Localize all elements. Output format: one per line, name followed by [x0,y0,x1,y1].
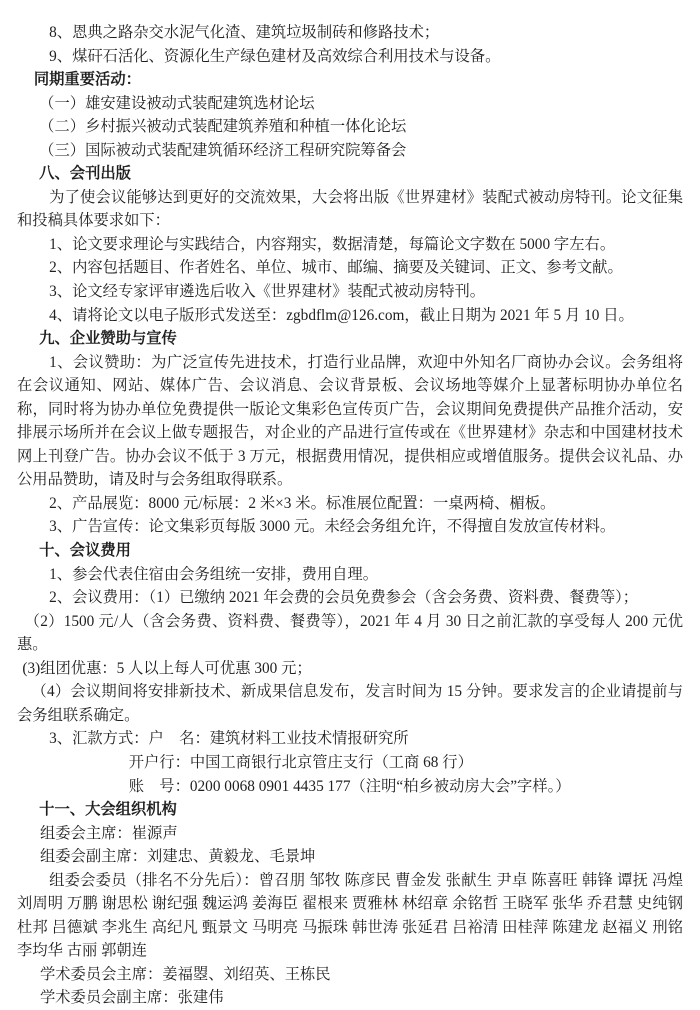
paper-requirement-4: 4、请将论文以电子版形式发送至：zgbdflm@126.com，截止日期为 2021 年 5 月 10 日。 [49,306,634,324]
paper-requirement-2: 2、内容包括题目、作者姓名、单位、城市、邮编、摘要及关键词、正文、参考文献。 [49,259,623,277]
section-8-heading: 八、会刊出版 [39,165,131,183]
tech-item-9: 9、煤矸石活化、资源化生产绿色建材及高效综合利用技术与设备。 [49,47,501,65]
paper-requirement-3: 3、论文经专家评审遴选后收入《世界建材》装配式被动房特刊。 [49,283,486,301]
sponsor-item-1: 1、会议赞助：为广泛宣传先进技术，打造行业品牌，欢迎中外知名厂商协办会议。会务组将在会议通知、网站、媒体广告、会议消息、会议背景板、会议场地等媒介上显著标明协办单位名称，同时将为协办单位免费提供一版论文集彩色宣传页广告，会议期间免费提供产品推介活动，安排展示场所并在会议上做专题报告，对企业的产品进行宣传或在《世界建材》杂志和中国建材技术网上刊登广告。协办会议不低于 3 万元，根据费用情况，提供相应或增值服务。提供会议礼品、办公用品赞助，请及时与会务组取得联系。 [17,353,683,489]
academic-committee-chair: 学术委员会主席：姜福曌、刘绍英、王栋民 [39,965,331,983]
sponsor-item-3: 3、广告宣传：论文集彩页每版 3000 元。未经会务组允许，不得擅自发放宣传材料。 [49,518,616,536]
section-11-heading: 十一、大会组织机构 [39,801,177,819]
org-committee-chair: 组委会主席：崔源声 [39,824,178,842]
activity-1: （一）雄安建设被动式装配建筑选材论坛 [39,94,315,112]
section-10-heading: 十、会议费用 [39,542,131,560]
remit-account-number: 账 号：0200 0068 0901 4435 177（注明“柏乡被动房大会”字样。） [128,777,571,795]
org-committee-vice-chair: 组委会副主席：刘建忠、黄毅龙、毛景坤 [39,848,316,866]
fee-item-2-3: (3)组团优惠：5 人以上每人可优惠 300 元； [22,659,312,677]
academic-committee-vice-chair: 学术委员会副主席：张建伟 [39,989,224,1007]
fee-item-2-1: 2、会议费用：（1）已缴纳 2021 年会费的会员免费参会（含会务费、资料费、餐费等）； [49,589,639,607]
fee-item-2-4: （4）会议期间将安排新技术、新成果信息发布，发言时间为 15 分钟。要求发言的企业请提前与会务组联系确定。 [17,683,683,724]
tech-item-8: 8、恩典之路杂交水泥气化渣、建筑垃圾制砖和修路技术； [49,24,440,41]
remit-bank: 开户行：中国工商银行北京管庄支行（工商 68 行） [128,753,473,771]
concurrent-activities-label: 同期重要活动： [33,71,141,89]
activity-3: （三）国际被动式装配建筑循环经济工程研究院筹备会 [39,141,407,159]
fee-item-2-2: （2）1500 元/人（含会务费、资料费、餐费等），2021 年 4 月 30 日之前汇款的享受每人 200 元优惠。 [17,612,683,654]
activity-2: （二）乡村振兴被动式装配建筑养殖和种植一体化论坛 [39,118,407,136]
org-committee-members: 组委会委员（排名不分先后）：曾召朋 邹牧 陈彦民 曹金发 张献生 尹卓 陈喜旺 韩锋 谭抚 冯煌 刘周明 万鹏 谢思松 谢纪强 魏运鸿 姜海臣 翟根来 贾雅林 林绍章 余铭哲 王晓军 张华 乔君慧 史纯钢 杜邦 吕德斌 李兆生 高纪凡 甄景文 马明亮 马振珠 韩世涛 张延君 吕裕清 田桂萍 陈建龙 赵福义 刑铭 李均华 古丽 郭朝连 [17,871,683,960]
paper-requirement-1: 1、论文要求理论与实践结合，内容翔实，数据清楚，每篇论文字数在 5000 字左右。 [49,235,616,253]
remit-account-name: 3、汇款方式：户 名：建筑材料工业技术情报研究所 [49,730,409,748]
fee-item-1: 1、参会代表住宿由会务组统一安排，费用自理。 [49,565,379,583]
sponsor-item-2: 2、产品展览：8000 元/标展：2 米×3 米。标准展位配置：一桌两椅、楣板。 [49,494,556,512]
section-9-heading: 九、企业赞助与宣传 [39,330,177,348]
publication-intro: 为了使会议能够达到更好的交流效果，大会将出版《世界建材》装配式被动房特刊。论文征集和投稿具体要求如下： [17,188,683,230]
